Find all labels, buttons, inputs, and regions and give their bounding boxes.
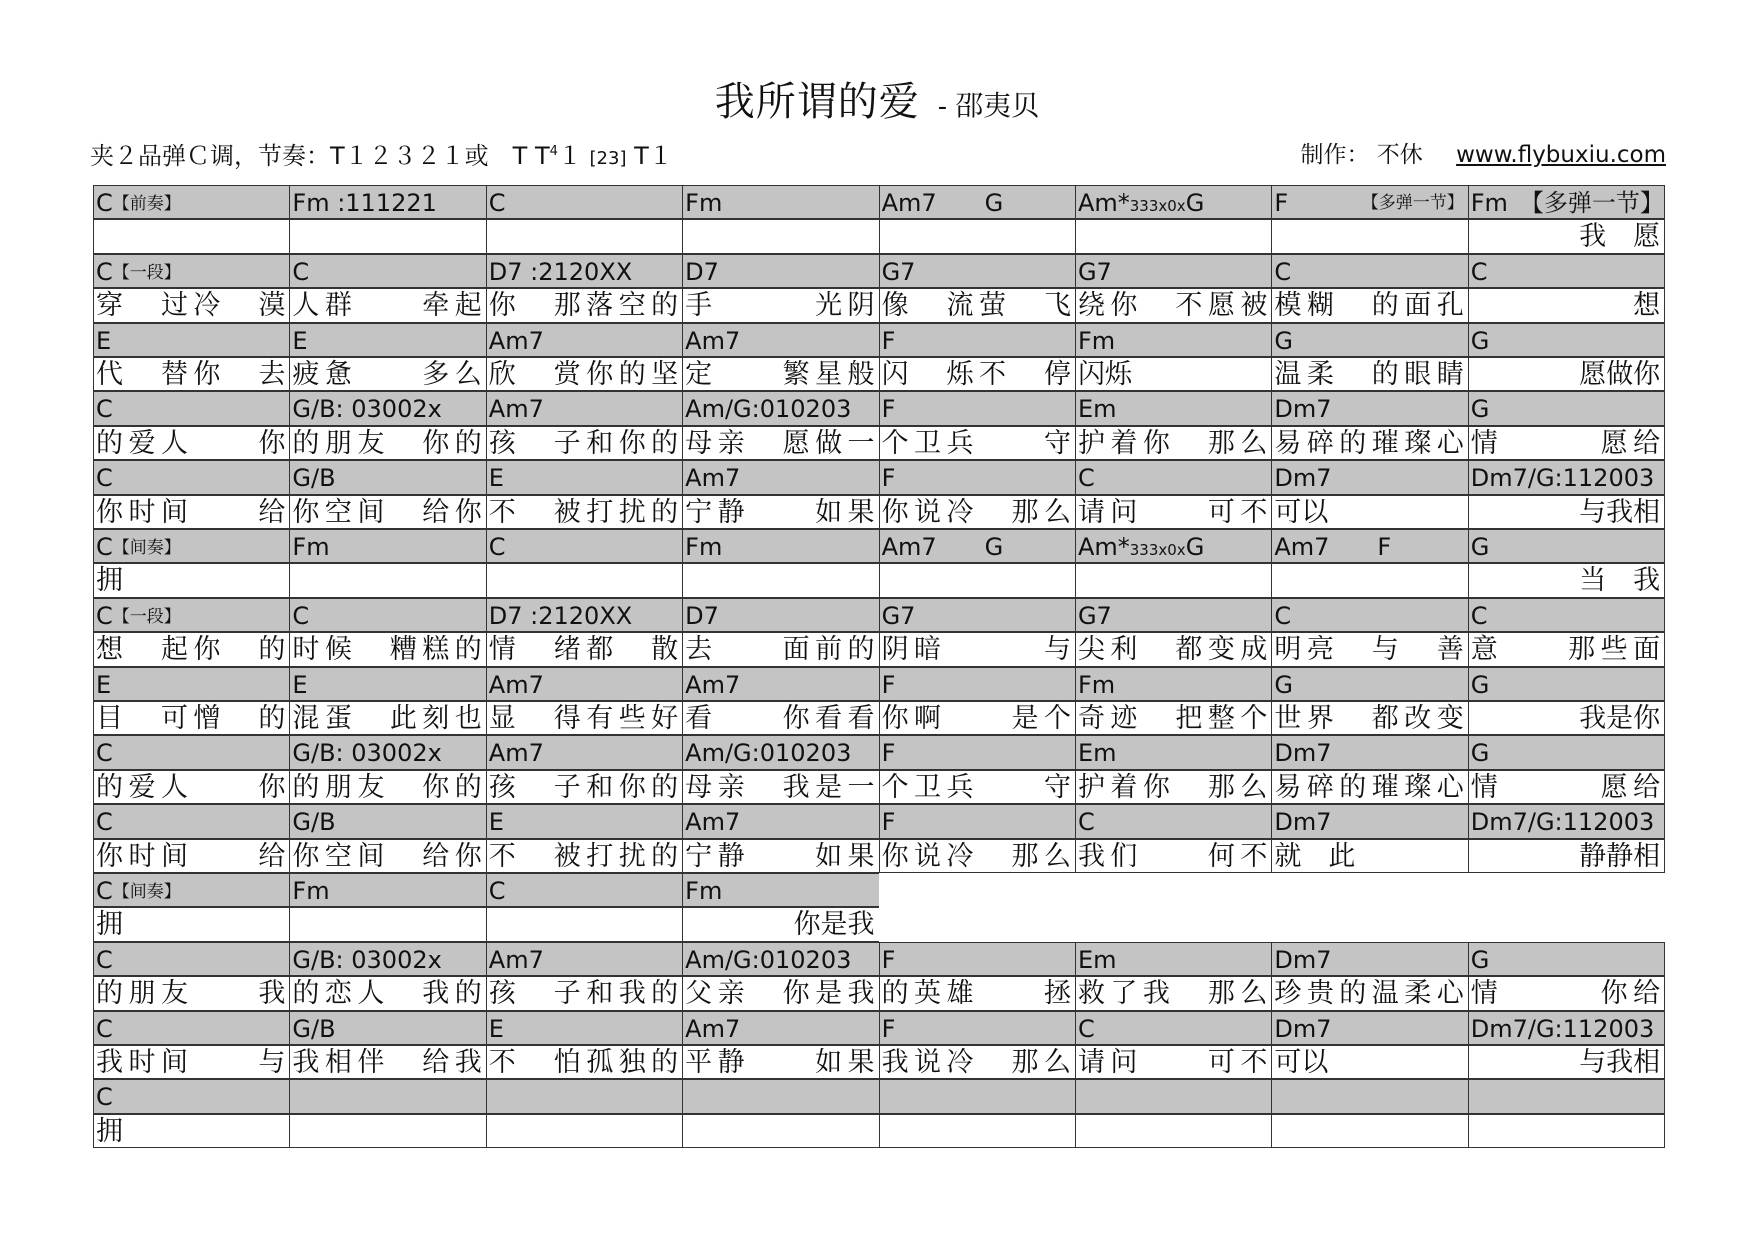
lyric-cell: 温柔 的眼睛 bbox=[1271, 357, 1468, 391]
chord-cell: Am7 G bbox=[879, 185, 1076, 219]
chord-cell: Fm bbox=[682, 185, 879, 219]
lyric-cell: 欣 赏你的坚 bbox=[486, 357, 683, 391]
lyric-cell bbox=[1075, 563, 1272, 597]
section-tag: 【间奏】 bbox=[112, 538, 181, 558]
section-tag: 【一段】 bbox=[112, 606, 181, 627]
lyric-cell bbox=[879, 1114, 1076, 1148]
lyric-cell: 静静相 bbox=[1468, 839, 1665, 873]
lyric-cell bbox=[486, 1114, 683, 1148]
chord-cell: Dm7/G:112003 bbox=[1468, 804, 1665, 838]
lyric-cell: 你 那落空的 bbox=[486, 288, 683, 322]
chord-cell: C【一段】 bbox=[93, 254, 290, 288]
chord-cell: C bbox=[1075, 1011, 1272, 1045]
chord-cell: C bbox=[486, 529, 683, 563]
lyric-cell bbox=[289, 1114, 486, 1148]
lyric-cell: 的朋友 你的 bbox=[289, 426, 486, 460]
lyric-cell: 手 光阴 bbox=[682, 288, 879, 322]
lyric-cell: 尖利 都变成 bbox=[1075, 632, 1272, 666]
chord-cell: Am7 bbox=[486, 735, 683, 769]
fingering-text: 333x0x bbox=[1129, 197, 1186, 215]
lyric-cell: 闪 烁不 停 bbox=[879, 357, 1076, 391]
lyric-cell: 想 起你 的 bbox=[93, 632, 290, 666]
chord-cell: G7 bbox=[1075, 598, 1272, 632]
chord-cell: F 【多弹一节】 bbox=[1271, 185, 1468, 219]
chord-cell: G/B bbox=[289, 804, 486, 838]
chord-cell: Fm :111221 bbox=[289, 185, 486, 219]
lyric-row bbox=[93, 840, 1672, 874]
lyric-cell: 我说冷 那么 bbox=[879, 1045, 1076, 1079]
song-title: 我所谓的爱 bbox=[714, 79, 920, 125]
chord-cell: C bbox=[93, 391, 290, 425]
lyric-row bbox=[93, 702, 1672, 736]
lyric-cell: 像 流萤 飞 bbox=[879, 288, 1076, 322]
chord-cell: C【间奏】 bbox=[93, 873, 290, 907]
chord-cell: E bbox=[93, 667, 290, 701]
lyric-cell: 拥 bbox=[93, 1114, 290, 1148]
chord-cell: Am7 bbox=[486, 391, 683, 425]
chord-row bbox=[93, 1080, 1672, 1114]
rhythm-prefix: 夹２品弹Ｃ调，节奏：T１２３２１或 T T bbox=[90, 142, 550, 170]
lyric-cell bbox=[682, 563, 879, 597]
lyric-cell: 我是你 bbox=[1468, 701, 1665, 735]
chord-cell: Em bbox=[1075, 391, 1272, 425]
chord-cell: F bbox=[879, 323, 1076, 357]
chord-cell: D7 bbox=[682, 254, 879, 288]
lyric-cell bbox=[1271, 563, 1468, 597]
lyric-cell: 可以 bbox=[1271, 495, 1468, 529]
empty-area bbox=[1468, 907, 1665, 941]
lyric-cell bbox=[289, 907, 486, 941]
chord-cell: Am7 bbox=[486, 942, 683, 976]
chord-cell bbox=[1468, 1079, 1665, 1113]
chord-row bbox=[93, 392, 1672, 426]
lyric-cell: 护着你 那么 bbox=[1075, 770, 1272, 804]
lyric-cell: 救了我 那么 bbox=[1075, 976, 1272, 1010]
lyric-cell: 显 得有些好 bbox=[486, 701, 683, 735]
chord-cell: C【一段】 bbox=[93, 598, 290, 632]
lyric-cell: 我 愿 bbox=[1468, 219, 1665, 253]
chord-cell: E bbox=[486, 460, 683, 494]
lyric-cell: 奇迹 把整个 bbox=[1075, 701, 1272, 735]
lyric-cell: 我们 何不 bbox=[1075, 839, 1272, 873]
chord-cell: Fm bbox=[289, 873, 486, 907]
lyric-cell: 可以 bbox=[1271, 1045, 1468, 1079]
chord-cell: G/B: 03002x bbox=[289, 735, 486, 769]
lyric-cell: 情 你给 bbox=[1468, 976, 1665, 1010]
chord-cell: C bbox=[289, 254, 486, 288]
chord-cell: Am7 bbox=[486, 323, 683, 357]
chord-cell: Fm bbox=[682, 873, 879, 907]
artist-name: 邵夷贝 bbox=[955, 89, 1040, 122]
lyric-cell: 母亲 我是一 bbox=[682, 770, 879, 804]
chord-cell: C bbox=[93, 1011, 290, 1045]
chord-cell: C bbox=[1271, 254, 1468, 288]
chord-cell: C bbox=[289, 598, 486, 632]
lyric-cell bbox=[1271, 219, 1468, 253]
chord-row bbox=[93, 530, 1672, 564]
lyric-cell: 混蛋 此刻也 bbox=[289, 701, 486, 735]
chord-cell: Am7 bbox=[486, 667, 683, 701]
lyric-row bbox=[93, 289, 1672, 323]
chord-cell: Am/G:010203 bbox=[682, 735, 879, 769]
lyric-row bbox=[93, 496, 1672, 530]
lyric-cell: 你说冷 那么 bbox=[879, 839, 1076, 873]
lyric-cell: 的爱人 你 bbox=[93, 770, 290, 804]
chord-cell: Am7 bbox=[682, 323, 879, 357]
chord-cell: Em bbox=[1075, 942, 1272, 976]
lyric-cell: 绕你 不愿被 bbox=[1075, 288, 1272, 322]
lyric-cell: 拥 bbox=[93, 907, 290, 941]
chord-row bbox=[93, 599, 1672, 633]
chord-cell: F bbox=[879, 391, 1076, 425]
chord-cell: G7 bbox=[879, 254, 1076, 288]
chord-cell: G bbox=[1468, 323, 1665, 357]
chord-cell: G/B bbox=[289, 1011, 486, 1045]
chord-cell: Am7 bbox=[682, 804, 879, 838]
chord-cell: Am/G:010203 bbox=[682, 942, 879, 976]
lyric-cell: 不 被打扰的 bbox=[486, 839, 683, 873]
lyric-cell bbox=[1075, 1114, 1272, 1148]
chord-cell: Dm7 bbox=[1271, 391, 1468, 425]
lyric-cell: 意 那些面 bbox=[1468, 632, 1665, 666]
chord-cell: Fm 【多弹一节】 bbox=[1468, 185, 1665, 219]
lyric-cell bbox=[1271, 1114, 1468, 1148]
lyric-cell: 就 此 bbox=[1271, 839, 1468, 873]
lyric-cell: 个卫兵 守 bbox=[879, 426, 1076, 460]
chord-cell: Dm7/G:112003 bbox=[1468, 460, 1665, 494]
chord-cell bbox=[879, 1079, 1076, 1113]
lyric-cell: 母亲 愿做一 bbox=[682, 426, 879, 460]
chord-cell: Am*333x0xG bbox=[1075, 185, 1272, 219]
chord-cell: F bbox=[879, 735, 1076, 769]
section-tag: 【间奏】 bbox=[112, 882, 181, 902]
rhythm-end: T１ bbox=[634, 142, 673, 170]
lyric-cell: 的朋友 我 bbox=[93, 976, 290, 1010]
section-tag: 【多弹一节】 bbox=[1361, 193, 1464, 213]
maker-name: 不休 bbox=[1376, 142, 1423, 168]
chord-cell: Am*333x0xG bbox=[1075, 529, 1272, 563]
chord-cell bbox=[289, 1079, 486, 1113]
chord-cell: C bbox=[93, 1079, 290, 1113]
lyric-row bbox=[93, 564, 1672, 598]
lyric-cell: 情 愿给 bbox=[1468, 770, 1665, 804]
lyric-cell: 宁静 如果 bbox=[682, 839, 879, 873]
lyric-cell bbox=[486, 563, 683, 597]
lyric-cell: 宁静 如果 bbox=[682, 495, 879, 529]
rhythm-sup: 4 bbox=[549, 144, 558, 159]
lyric-cell: 的恋人 我的 bbox=[289, 976, 486, 1010]
lyric-cell: 情 愿给 bbox=[1468, 426, 1665, 460]
chord-cell: D7 :2120XX bbox=[486, 598, 683, 632]
chord-cell bbox=[682, 1079, 879, 1113]
chord-row bbox=[93, 1012, 1672, 1046]
chord-cell: Am7 bbox=[682, 667, 879, 701]
lyric-cell bbox=[486, 219, 683, 253]
chord-cell: G/B bbox=[289, 460, 486, 494]
empty-area bbox=[879, 907, 1076, 941]
chord-cell: F bbox=[879, 1011, 1076, 1045]
chord-row bbox=[93, 668, 1672, 702]
chord-cell bbox=[1271, 1079, 1468, 1113]
chord-cell: C【前奏】 bbox=[93, 185, 290, 219]
chord-cell: Fm bbox=[682, 529, 879, 563]
chord-cell: Am7 G bbox=[879, 529, 1076, 563]
chord-cell: Dm7 bbox=[1271, 804, 1468, 838]
empty-area bbox=[879, 873, 1076, 907]
fingering-text: 333x0x bbox=[1129, 541, 1186, 559]
chord-cell: Fm bbox=[1075, 667, 1272, 701]
lyric-cell: 你是我 bbox=[682, 907, 879, 941]
empty-area bbox=[1075, 873, 1272, 907]
chord-row bbox=[93, 736, 1672, 770]
lyric-cell: 不 被打扰的 bbox=[486, 495, 683, 529]
chord-row bbox=[93, 943, 1672, 977]
chord-cell: C bbox=[93, 735, 290, 769]
lyric-row bbox=[93, 1115, 1672, 1149]
lyric-row bbox=[93, 1046, 1672, 1080]
chord-cell: C bbox=[1075, 460, 1272, 494]
chord-cell: F bbox=[879, 667, 1076, 701]
lyric-row bbox=[93, 908, 1672, 942]
capo-rhythm-info bbox=[90, 136, 673, 171]
empty-area bbox=[1271, 873, 1468, 907]
lyric-cell: 与我相 bbox=[1468, 495, 1665, 529]
chord-row bbox=[93, 461, 1672, 495]
chord-cell: E bbox=[289, 323, 486, 357]
site-link[interactable]: www.flybuxiu.com bbox=[1456, 142, 1666, 168]
chord-sheet-grid bbox=[93, 186, 1672, 1150]
lyric-cell: 明亮 与 善 bbox=[1271, 632, 1468, 666]
lyric-row bbox=[93, 771, 1672, 805]
chord-cell: G bbox=[1468, 529, 1665, 563]
lyric-cell bbox=[486, 907, 683, 941]
lyric-cell: 世界 都改变 bbox=[1271, 701, 1468, 735]
lyric-cell: 定 繁星般 bbox=[682, 357, 879, 391]
lyric-cell: 孩 子和你的 bbox=[486, 426, 683, 460]
chord-cell: F bbox=[879, 804, 1076, 838]
lyric-cell: 目 可憎 的 bbox=[93, 701, 290, 735]
chord-cell: C bbox=[486, 873, 683, 907]
chord-row bbox=[93, 255, 1672, 289]
chord-cell: Dm7 bbox=[1271, 460, 1468, 494]
lyric-row bbox=[93, 220, 1672, 254]
chord-cell: C bbox=[486, 185, 683, 219]
lyric-cell: 珍贵的温柔心 bbox=[1271, 976, 1468, 1010]
maker-info bbox=[1300, 136, 1666, 169]
lyric-cell: 想 bbox=[1468, 288, 1665, 322]
lyric-cell: 孩 子和你的 bbox=[486, 770, 683, 804]
empty-area bbox=[1468, 873, 1665, 907]
lyric-cell: 易碎的璀璨心 bbox=[1271, 770, 1468, 804]
lyric-cell: 当 我 bbox=[1468, 563, 1665, 597]
lyric-cell bbox=[879, 563, 1076, 597]
chord-cell: Em bbox=[1075, 735, 1272, 769]
chord-cell: Am7 F bbox=[1271, 529, 1468, 563]
lyric-cell: 去 面前的 bbox=[682, 632, 879, 666]
lyric-cell: 不 怕孤独的 bbox=[486, 1045, 683, 1079]
lyric-cell: 孩 子和我的 bbox=[486, 976, 683, 1010]
chord-row bbox=[93, 324, 1672, 358]
title-dash: - bbox=[937, 92, 948, 122]
section-tag: 【前奏】 bbox=[112, 194, 181, 214]
lyric-cell: 与我相 bbox=[1468, 1045, 1665, 1079]
chord-cell: D7 :2120XX bbox=[486, 254, 683, 288]
chord-cell: Dm7/G:112003 bbox=[1468, 1011, 1665, 1045]
lyric-cell bbox=[682, 219, 879, 253]
chord-cell: F bbox=[879, 942, 1076, 976]
lyric-cell bbox=[879, 219, 1076, 253]
chord-cell: Dm7 bbox=[1271, 1011, 1468, 1045]
chord-cell: C bbox=[1468, 598, 1665, 632]
chord-cell: E bbox=[486, 1011, 683, 1045]
maker-label: 制作： bbox=[1300, 142, 1370, 168]
lyric-cell: 你时间 给 bbox=[93, 839, 290, 873]
lyric-cell: 护着你 那么 bbox=[1075, 426, 1272, 460]
lyric-cell bbox=[93, 219, 290, 253]
song-title-line bbox=[0, 70, 1754, 127]
chord-cell: Am/G:010203 bbox=[682, 391, 879, 425]
chord-cell: C【间奏】 bbox=[93, 529, 290, 563]
chord-cell: G bbox=[1468, 391, 1665, 425]
chord-cell: C bbox=[93, 460, 290, 494]
lyric-row bbox=[93, 633, 1672, 667]
lyric-cell: 穿 过冷 漠 bbox=[93, 288, 290, 322]
lyric-cell bbox=[1075, 219, 1272, 253]
lyric-row bbox=[93, 358, 1672, 392]
lyric-cell bbox=[1468, 1114, 1665, 1148]
chord-cell: G7 bbox=[879, 598, 1076, 632]
chord-cell: C bbox=[93, 804, 290, 838]
lyric-row bbox=[93, 427, 1672, 461]
lyric-cell: 请问 可不 bbox=[1075, 1045, 1272, 1079]
lyric-cell: 阴暗 与 bbox=[879, 632, 1076, 666]
lyric-cell: 闪烁 bbox=[1075, 357, 1272, 391]
rhythm-mid: １ bbox=[557, 142, 582, 170]
lyric-cell: 你啊 是个 bbox=[879, 701, 1076, 735]
lyric-cell: 的朋友 你的 bbox=[289, 770, 486, 804]
lyric-cell: 模糊 的面孔 bbox=[1271, 288, 1468, 322]
chord-row bbox=[93, 186, 1672, 220]
chord-cell: Fm bbox=[1075, 323, 1272, 357]
chord-cell: C bbox=[1468, 254, 1665, 288]
chord-cell: G/B: 03002x bbox=[289, 391, 486, 425]
lyric-cell: 时候 糟糕的 bbox=[289, 632, 486, 666]
lyric-cell: 你时间 给 bbox=[93, 495, 290, 529]
chord-row bbox=[93, 874, 1672, 908]
chord-cell: G bbox=[1271, 323, 1468, 357]
lyric-cell: 请问 可不 bbox=[1075, 495, 1272, 529]
lyric-cell: 看 你看看 bbox=[682, 701, 879, 735]
chord-cell: Fm bbox=[289, 529, 486, 563]
lyric-cell bbox=[682, 1114, 879, 1148]
chord-cell bbox=[1075, 1079, 1272, 1113]
chord-cell: G bbox=[1468, 942, 1665, 976]
chord-cell: D7 bbox=[682, 598, 879, 632]
lyric-cell: 你说冷 那么 bbox=[879, 495, 1076, 529]
lyric-cell: 平静 如果 bbox=[682, 1045, 879, 1079]
rhythm-small: [23] bbox=[589, 148, 627, 169]
chord-cell: G bbox=[1468, 667, 1665, 701]
chord-cell: Am7 bbox=[682, 1011, 879, 1045]
chord-row bbox=[93, 805, 1672, 839]
lyric-cell: 情 绪都 散 bbox=[486, 632, 683, 666]
lyric-cell: 你空间 给你 bbox=[289, 839, 486, 873]
lyric-cell: 你空间 给你 bbox=[289, 495, 486, 529]
chord-cell: E bbox=[486, 804, 683, 838]
lyric-cell: 疲惫 多么 bbox=[289, 357, 486, 391]
lyric-cell: 我时间 与 bbox=[93, 1045, 290, 1079]
chord-cell: C bbox=[93, 942, 290, 976]
chord-cell: Am7 bbox=[682, 460, 879, 494]
lyric-cell: 人群 牵起 bbox=[289, 288, 486, 322]
chord-cell: E bbox=[289, 667, 486, 701]
chord-cell: E bbox=[93, 323, 290, 357]
lyric-cell: 代 替你 去 bbox=[93, 357, 290, 391]
lyric-cell: 个卫兵 守 bbox=[879, 770, 1076, 804]
section-tag: 【一段】 bbox=[112, 262, 181, 283]
lyric-cell: 的英雄 拯 bbox=[879, 976, 1076, 1010]
chord-cell: Dm7 bbox=[1271, 735, 1468, 769]
lyric-row bbox=[93, 977, 1672, 1011]
chord-cell: G bbox=[1271, 667, 1468, 701]
chord-cell bbox=[486, 1079, 683, 1113]
lyric-cell: 易碎的璀璨心 bbox=[1271, 426, 1468, 460]
chord-cell: G7 bbox=[1075, 254, 1272, 288]
chord-cell: Dm7 bbox=[1271, 942, 1468, 976]
empty-area bbox=[1271, 907, 1468, 941]
lyric-cell: 愿做你 bbox=[1468, 357, 1665, 391]
chord-cell: G/B: 03002x bbox=[289, 942, 486, 976]
chord-cell: C bbox=[1075, 804, 1272, 838]
lyric-cell: 父亲 你是我 bbox=[682, 976, 879, 1010]
lyric-cell: 拥 bbox=[93, 563, 290, 597]
lyric-cell bbox=[289, 219, 486, 253]
chord-cell: C bbox=[1271, 598, 1468, 632]
chord-cell: F bbox=[879, 460, 1076, 494]
lyric-cell bbox=[289, 563, 486, 597]
empty-area bbox=[1075, 907, 1272, 941]
lyric-cell: 的爱人 你 bbox=[93, 426, 290, 460]
chord-cell: G bbox=[1468, 735, 1665, 769]
lyric-cell: 我相伴 给我 bbox=[289, 1045, 486, 1079]
